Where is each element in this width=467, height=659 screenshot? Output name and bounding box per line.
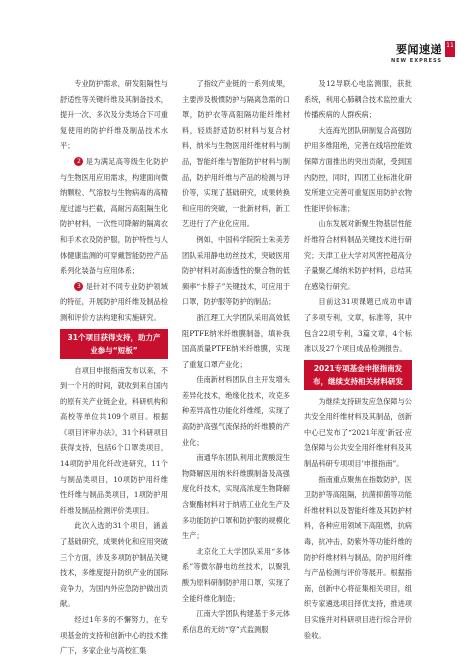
paragraph: 佳南新材料团队自主开发增头差异化技术，绝缘化技术，攻克多种差异高性功能化纤维缆，实现了高防护高强气流保持的纤维膜的产业化； [182, 375, 290, 447]
section-title: 31个项目获得支持，助力产业参与“短板” [60, 329, 168, 359]
paragraph: 江南大学团队构建基于多元体系信息的无纺“穿”式监测服 [182, 609, 290, 634]
paragraph: 大连海光团队研制复合高强防护用多维阻绝，完善在线培控能效保障方面推出的突出贡献，受到国内防控，同时，四团工业标准化研发所建立完善可重复医用防护衣物性能评价标准； [304, 125, 412, 213]
paragraph: 此次入选的31个项目，涵盖了基础研究，成果转化和应用突破三个方面，涉及多项防护制品关键技术，多维度提升防织产业的国际竞争力，为国内外应急防护做出贡献。 [60, 521, 168, 609]
paragraph: 目前这31项课题已成功申请了多项专利，文章，标准等，其中包含22项专利，3篇文章，4个标准以及27个项目成品检测报告。 [304, 297, 412, 354]
masthead [391, 38, 455, 64]
number-badge: 2 [74, 157, 83, 166]
article-body [60, 76, 412, 656]
paragraph: 指南重点聚焦在指数防护，医卫防护等高阻隔，抗菌抑菌等功能纤维材料以及智能纤维及其防护材料，各种应用领域下高阻燃，抗病毒，抗冲击，防紫外等功能纤维的防护纤维材料与制品，防护用纤维与产品检测与评价等展开。根据指南，创新中心将征集相关项目，组织专家遴选项目择优支持，推进项目实施并对科研项目进行综合评价验收。 [304, 474, 412, 640]
paragraph [60, 279, 168, 326]
brand-title: 要闻速递 [396, 42, 442, 56]
paragraph: 经过1年多的不懈努力，在专项基金的支持和创新中心的技术推广下，多家企业与高校汇集 [60, 615, 168, 656]
number-badge: 3 [74, 282, 83, 291]
paragraph: 例如，中国科学院院士朱美芳团队采用静电纺丝技术，突破医用防护材料对高渗透性的聚合物的低频率“卡脖子”关键技术，可应用于口罩，防护服等防护的制品； [182, 234, 290, 307]
paragraph: 了指纹产业链的一系列成果，主要涉及极惯防护与隔离急需的口罩，防护衣等高阻隔功能纤维材料，轻质舒适防织材料与复合材料，纳米与生物医用纤维材料与制品，智能纤维与智能防护材料与制品，防护用纤维与产品的检测与评价等，实现了基础研究，成果转换和应用的突破，一批新材料，新工艺进行了产业化应用。 [182, 79, 290, 229]
paragraph [60, 154, 168, 279]
paragraph: 山东发展对新聚生物基层性能纤维符合材料制品关键技术进行研究；天津工业大学对风害控超高分子量聚乙烯纳米防护材料，总结其在感染行研究。 [304, 219, 412, 291]
brand-subtitle: NEW EXPRESS [390, 58, 442, 64]
paragraph-text: 是为满足高等级生化防护与生物医用应用需求，构建面向微纳颗粒、气溶胶与生物病毒的高精度过滤与拦截，高耐污高阻隔生化防护材料，一次性可降解的隔离衣和手术衣及防护服，防护特性与人体健康监测的可穿戴智能防控产品系列化装备与应用体系； [60, 156, 168, 276]
paragraph: 专业防护需求，研发阻隔性与舒适性等关键纤维及其制备技术，提升一次、多次及分类场合下可重复使用的防护纤维及制品技术水平； [60, 79, 168, 151]
page-number: 11 [446, 41, 454, 49]
column-3 [304, 76, 412, 640]
paragraph: 为继续支持研发应急保障与公共安全用纤维材料及其制品，创新中心已发布了“2021年度‘新冠·应急保障与公共安全用纤维材料及其制品科研专项项目’申报指南”。 [304, 396, 412, 469]
page-number-badge [445, 41, 455, 57]
paragraph: 自项目申报指南发布以来，不到一个月的时间，就收到来自国内的原有关产业链企业，科研机构和高校等单位共109个项目。根据《项目评审办法》，31个科研项目获得支持，包括6个口罩类项目，14项防护用化纤改进研究，11个与制品类项目，10项防护用纤维性纤维与制品类项目，1项防护用纤维及制品检测评价类项目。 [60, 365, 168, 515]
column-1 [60, 76, 168, 656]
paragraph: 浙江理工大学团队采用高效低阻PTFE纳米纤维膜制备，填补我国高质量PTFE纳米纤维膜，实现了重复口罩产业化； [182, 312, 290, 369]
paragraph: 南通华东团队利用北黄酸淀生物降解医用纳米纤维膜制备及高强度化纤技术，实现高浓度生物降解含聚酯材料对于纳塔工业化生产及多功能防护口罩和防护服的规模化生产； [182, 453, 290, 541]
paragraph: 及12导联心电监测服，获批系统，利用心肺耦合技术监控重大传播疾病的人群疾病； [304, 79, 412, 120]
paragraph-text: 是针对不同专业防护领域的特征，开展防护用纤维及制品检测和评价方法构建和实施研究。 [60, 281, 168, 322]
section-title: 2021专项基金申报指南发布，继续支持相关材料研发 [304, 360, 412, 390]
paragraph: 北京化工大学团队采用“多体系”等微尔静电纺丝技术，以聚乳酸为原料研制防护用口罩，实现了全能纤维化制造； [182, 546, 290, 603]
column-2 [182, 76, 290, 634]
